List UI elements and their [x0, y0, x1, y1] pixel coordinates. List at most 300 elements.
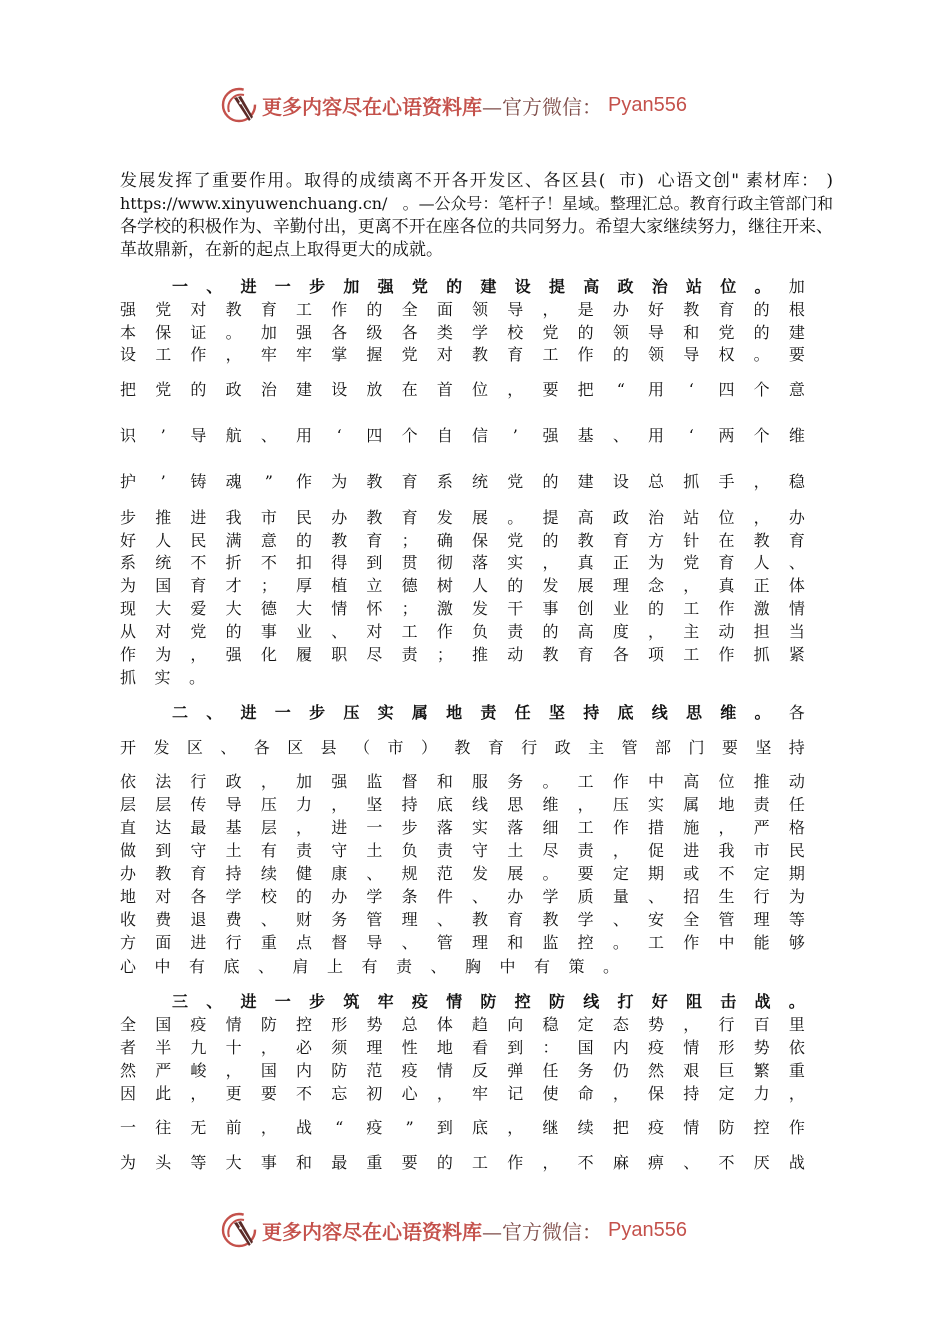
section-1-body-line — [120, 620, 805, 644]
glyph: 步 — [309, 277, 326, 296]
glyph: 退 — [190, 910, 207, 929]
glyph: 负 — [401, 841, 418, 860]
glyph: 使 — [542, 1084, 559, 1103]
glyph: 作 — [718, 599, 735, 618]
glyph: 控 — [753, 1118, 770, 1137]
glyph: 护 — [120, 472, 137, 491]
glyph: 国 — [577, 1038, 594, 1057]
glyph: 定 — [612, 864, 629, 883]
glyph: 导 — [648, 323, 665, 342]
glyph: 十 — [225, 1038, 242, 1057]
glyph: 势 — [648, 1015, 665, 1034]
section-3-body-line — [120, 1059, 805, 1083]
glyph: 教 — [331, 531, 348, 550]
glyph: 民 — [296, 508, 313, 527]
glyph: 的 — [296, 531, 313, 550]
glyph: 看 — [472, 1038, 489, 1057]
section-2-body-line — [120, 862, 805, 886]
glyph: 形 — [718, 1038, 735, 1057]
glyph: 对 — [190, 300, 207, 319]
glyph: 中 — [718, 933, 735, 952]
glyph: 育 — [401, 472, 418, 491]
glyph: 一 — [366, 818, 383, 837]
glyph: 要 — [788, 345, 805, 364]
glyph: 工 — [683, 645, 700, 664]
glyph: 然 — [648, 1061, 665, 1080]
glyph: 全 — [683, 910, 700, 929]
glyph: 费 — [225, 910, 242, 929]
glyph: 发 — [542, 576, 559, 595]
glyph: 理 — [401, 910, 418, 929]
glyph: 传 — [190, 795, 207, 814]
glyph: 一 — [172, 277, 189, 296]
glyph: 站 — [683, 508, 700, 527]
glyph: 市 — [753, 841, 770, 860]
glyph: 作 — [683, 933, 700, 952]
glyph: ， — [225, 345, 242, 364]
glyph: 党 — [155, 380, 172, 399]
glyph: 职 — [331, 645, 348, 664]
glyph: 展 — [577, 576, 594, 595]
glyph: 发 — [472, 599, 489, 618]
glyph: 治 — [651, 277, 668, 296]
glyph: 育 — [260, 300, 277, 319]
glyph: 不 — [718, 1153, 735, 1172]
glyph: 保 — [155, 323, 172, 342]
glyph: 办 — [788, 508, 805, 527]
glyph: 、 — [472, 887, 489, 906]
glyph: 任 — [788, 795, 805, 814]
glyph: 压 — [260, 795, 277, 814]
glyph: 区 — [186, 738, 203, 757]
glyph: 方 — [120, 933, 137, 952]
glyph: 管 — [436, 933, 453, 952]
glyph: 实 — [154, 668, 171, 687]
glyph: 地 — [718, 795, 735, 814]
glyph: 育 — [401, 508, 418, 527]
glyph: 要 — [721, 738, 738, 757]
glyph: 的 — [753, 300, 770, 319]
glyph: 干 — [507, 599, 524, 618]
glyph: 进 — [240, 992, 257, 1011]
glyph: 、 — [436, 910, 453, 929]
glyph: 业 — [296, 622, 313, 641]
glyph: 育 — [190, 864, 207, 883]
glyph: 业 — [612, 599, 629, 618]
glyph: 疫 — [648, 1038, 665, 1057]
glyph: 育 — [507, 910, 524, 929]
glyph: 实 — [648, 795, 665, 814]
glyph: 稳 — [788, 472, 805, 491]
glyph: 规 — [401, 864, 418, 883]
glyph: 作 — [120, 645, 137, 664]
glyph: 当 — [788, 622, 805, 641]
glyph: 格 — [788, 818, 805, 837]
glyph: ” — [405, 1118, 414, 1137]
glyph: 领 — [648, 345, 665, 364]
glyph: 从 — [120, 622, 137, 641]
intro-line: https://www.xinyuwenchuang.cn/ 。—公众号：笔杆子！星域。整理汇总。教育行政主管部门和 — [120, 194, 833, 213]
glyph: 严 — [753, 818, 770, 837]
glyph: 的 — [577, 323, 594, 342]
glyph: 责 — [480, 703, 497, 722]
glyph: 掌 — [331, 345, 348, 364]
glyph: 加 — [343, 277, 360, 296]
section-2-body-line — [120, 736, 805, 760]
glyph: 疫 — [648, 1118, 665, 1137]
glyph: 高 — [577, 622, 594, 641]
glyph: 持 — [683, 1084, 700, 1103]
glyph: 学 — [225, 887, 242, 906]
glyph: 更 — [225, 1084, 242, 1103]
glyph: 情 — [788, 599, 805, 618]
glyph: 防 — [260, 1015, 277, 1034]
glyph: 党 — [155, 300, 172, 319]
glyph: ， — [260, 1118, 277, 1137]
glyph: 胸 — [465, 957, 482, 976]
glyph: 紧 — [788, 645, 805, 664]
glyph: 为 — [331, 472, 348, 491]
glyph: 自 — [436, 426, 453, 445]
glyph: 主 — [588, 738, 605, 757]
glyph: 弹 — [507, 1061, 524, 1080]
glyph: 把 — [577, 380, 594, 399]
glyph: 用 — [296, 426, 313, 445]
glyph: 思 — [685, 703, 702, 722]
glyph: 领 — [472, 300, 489, 319]
glyph: 责 — [753, 795, 770, 814]
section-3-body-line — [120, 1151, 805, 1175]
glyph: 步 — [120, 508, 137, 527]
glyph: 、 — [683, 1153, 700, 1172]
glyph: 系 — [120, 553, 137, 572]
glyph: 教 — [472, 910, 489, 929]
glyph: 。 — [754, 703, 771, 722]
glyph: ” — [264, 472, 273, 491]
glyph: 主 — [683, 622, 700, 641]
glyph: 治 — [648, 508, 665, 527]
glyph: 尽 — [366, 645, 383, 664]
glyph: 务 — [507, 772, 524, 791]
glyph: ， — [753, 508, 770, 527]
glyph: 不 — [260, 553, 277, 572]
glyph: 等 — [190, 1153, 207, 1172]
glyph: 类 — [436, 323, 453, 342]
footer-watermark — [220, 1211, 687, 1249]
glyph: 设 — [331, 380, 348, 399]
glyph: 激 — [436, 599, 453, 618]
glyph: 我 — [718, 841, 735, 860]
glyph: 爱 — [190, 599, 207, 618]
glyph: 中 — [648, 772, 665, 791]
glyph: 的 — [446, 277, 463, 296]
glyph: 中 — [499, 957, 516, 976]
glyph: ， — [612, 841, 629, 860]
glyph: 维 — [788, 426, 805, 445]
glyph: 到 — [436, 1118, 453, 1137]
glyph: 面 — [436, 300, 453, 319]
glyph: 保 — [472, 531, 489, 550]
glyph: 阻 — [685, 992, 702, 1011]
glyph: 二 — [172, 703, 189, 722]
glyph: 、 — [612, 426, 629, 445]
glyph: 航 — [225, 426, 242, 445]
glyph: 责 — [401, 645, 418, 664]
glyph: 层 — [120, 795, 137, 814]
glyph: ‘ — [336, 426, 342, 445]
glyph: 进 — [683, 841, 700, 860]
glyph: 此 — [155, 1084, 172, 1103]
glyph: ； — [436, 645, 453, 664]
glyph: 重 — [788, 1061, 805, 1080]
glyph: 土 — [366, 841, 383, 860]
glyph: 线 — [472, 795, 489, 814]
glyph: 繁 — [753, 1061, 770, 1080]
glyph: 对 — [366, 622, 383, 641]
glyph: 地 — [446, 703, 463, 722]
glyph: 教 — [472, 345, 489, 364]
glyph: 位 — [718, 772, 735, 791]
glyph: 满 — [225, 531, 242, 550]
glyph: 总 — [648, 472, 665, 491]
glyph: 设 — [120, 345, 137, 364]
glyph: 一 — [274, 277, 291, 296]
glyph: 必 — [296, 1038, 313, 1057]
glyph: 是 — [577, 300, 594, 319]
glyph: 作 — [296, 472, 313, 491]
glyph: 事 — [542, 599, 559, 618]
glyph: 稳 — [542, 1015, 559, 1034]
glyph: 情 — [225, 1015, 242, 1034]
glyph: ， — [753, 472, 770, 491]
glyph: 作 — [436, 622, 453, 641]
glyph: 持 — [788, 738, 805, 757]
glyph: 前 — [225, 1118, 242, 1137]
glyph: 不 — [296, 1084, 313, 1103]
glyph: 理 — [753, 910, 770, 929]
glyph: 全 — [120, 1015, 137, 1034]
glyph: ‘ — [688, 426, 694, 445]
glyph: 提 — [542, 508, 559, 527]
glyph: 定 — [718, 1084, 735, 1103]
glyph: 展 — [507, 864, 524, 883]
glyph: （ — [354, 738, 371, 757]
glyph: 国 — [155, 1015, 172, 1034]
glyph: 两 — [718, 426, 735, 445]
glyph: 情 — [446, 992, 463, 1011]
glyph: 行 — [225, 933, 242, 952]
glyph: 国 — [260, 1061, 277, 1080]
glyph: 导 — [190, 426, 207, 445]
glyph: 内 — [296, 1061, 313, 1080]
glyph: 百 — [753, 1015, 770, 1034]
glyph: 用 — [648, 426, 665, 445]
glyph: ， — [225, 1061, 242, 1080]
glyph: 建 — [480, 277, 497, 296]
glyph: 政 — [225, 772, 242, 791]
glyph: 康 — [331, 864, 348, 883]
glyph: 要 — [260, 1084, 277, 1103]
glyph: 有 — [361, 957, 378, 976]
glyph: 、 — [258, 957, 275, 976]
glyph: 进 — [240, 277, 257, 296]
section-3-heading-line — [172, 990, 805, 1014]
glyph: 责 — [507, 622, 524, 641]
glyph: 教 — [753, 531, 770, 550]
glyph: 防 — [331, 1061, 348, 1080]
glyph: 疫 — [401, 1061, 418, 1080]
glyph: 情 — [683, 1038, 700, 1057]
glyph: 筑 — [343, 992, 360, 1011]
glyph: 保 — [648, 1084, 665, 1103]
glyph: 心 — [401, 1084, 418, 1103]
section-1-heading-line — [172, 275, 805, 299]
glyph: 激 — [753, 599, 770, 618]
glyph: 工 — [155, 345, 172, 364]
glyph: 党 — [542, 323, 559, 342]
glyph: 理 — [612, 576, 629, 595]
glyph: 治 — [260, 380, 277, 399]
glyph: 发 — [436, 508, 453, 527]
glyph: 促 — [648, 841, 665, 860]
glyph: 高 — [583, 277, 600, 296]
glyph: 落 — [507, 818, 524, 837]
glyph: 线 — [651, 703, 668, 722]
glyph: 和 — [683, 323, 700, 342]
glyph: 策 — [568, 957, 585, 976]
glyph: 工 — [401, 622, 418, 641]
glyph: 办 — [331, 887, 348, 906]
section-1-body-line — [120, 506, 805, 530]
glyph: 真 — [577, 553, 594, 572]
glyph: ’ — [160, 472, 166, 491]
glyph: 创 — [577, 599, 594, 618]
glyph: 党 — [401, 345, 418, 364]
glyph: 者 — [120, 1038, 137, 1057]
glyph: 落 — [436, 818, 453, 837]
glyph: 对 — [436, 345, 453, 364]
glyph: 作 — [612, 772, 629, 791]
section-1-body-line — [120, 551, 805, 575]
glyph: 依 — [120, 772, 137, 791]
glyph: 巨 — [718, 1061, 735, 1080]
header-watermark — [220, 86, 687, 124]
glyph: 强 — [225, 645, 242, 664]
glyph: 根 — [788, 300, 805, 319]
glyph: 高 — [577, 508, 594, 527]
glyph: 点 — [296, 933, 313, 952]
glyph: 方 — [648, 531, 665, 550]
glyph: ， — [542, 553, 559, 572]
glyph: 一 — [274, 992, 291, 1011]
glyph: 做 — [120, 841, 137, 860]
glyph: 导 — [366, 933, 383, 952]
glyph: 各 — [331, 323, 348, 342]
glyph: 育 — [507, 345, 524, 364]
section-2-body-line — [120, 908, 805, 932]
glyph: 办 — [331, 508, 348, 527]
glyph: ； — [260, 576, 277, 595]
glyph: 和 — [436, 772, 453, 791]
section-1-body-line — [120, 470, 805, 494]
glyph: 要 — [577, 864, 594, 883]
glyph: 大 — [225, 1153, 242, 1172]
glyph: 责 — [396, 957, 413, 976]
glyph: ， — [436, 1084, 453, 1103]
glyph: 痹 — [648, 1153, 665, 1172]
glyph: 育 — [718, 300, 735, 319]
glyph: 中 — [154, 957, 171, 976]
glyph: 期 — [648, 864, 665, 883]
glyph: 范 — [436, 864, 453, 883]
glyph: 推 — [155, 508, 172, 527]
glyph: 四 — [366, 426, 383, 445]
glyph: 厌 — [753, 1153, 770, 1172]
glyph: “ — [616, 380, 625, 399]
glyph: 展 — [472, 508, 489, 527]
glyph: 情 — [331, 599, 348, 618]
glyph: 抓 — [683, 472, 700, 491]
section-2-body-line — [120, 955, 805, 979]
glyph: 工 — [472, 1153, 489, 1172]
glyph: 一 — [120, 1118, 137, 1137]
glyph: 市 — [260, 508, 277, 527]
glyph: 力 — [296, 795, 313, 814]
glyph: 统 — [155, 553, 172, 572]
glyph: 监 — [366, 772, 383, 791]
section-1-body-line — [120, 666, 805, 690]
section-2-body-line — [120, 931, 805, 955]
glyph: 为 — [120, 1153, 137, 1172]
glyph: 国 — [155, 576, 172, 595]
glyph: 督 — [331, 933, 348, 952]
glyph: 担 — [753, 622, 770, 641]
glyph: 作 — [577, 345, 594, 364]
glyph: 化 — [260, 645, 277, 664]
glyph: 持 — [225, 864, 242, 883]
glyph: 疫 — [190, 1015, 207, 1034]
glyph: 件 — [436, 887, 453, 906]
glyph: 半 — [155, 1038, 172, 1057]
glyph: 进 — [190, 508, 207, 527]
glyph: 理 — [472, 933, 489, 952]
glyph: 意 — [788, 380, 805, 399]
watermark-wechat-id: Pyan556 — [608, 93, 687, 116]
glyph: 防 — [718, 1118, 735, 1137]
glyph: 育 — [788, 531, 805, 550]
watermark-wechat-label: —官方微信： — [482, 94, 602, 119]
section-2-heading-line — [172, 701, 805, 725]
glyph: 措 — [648, 818, 665, 837]
intro-line: 各学校的积极作为、辛勤付出，更离不开在座各位的共同努力。希望大家继续努力，继往开来、 — [120, 217, 833, 237]
intro-line: 革故鼎新，在新的起点上取得更大的成就。 — [120, 240, 443, 260]
glyph: 植 — [331, 576, 348, 595]
glyph: 性 — [401, 1038, 418, 1057]
glyph: 期 — [788, 864, 805, 883]
glyph: 或 — [683, 864, 700, 883]
glyph: 定 — [753, 864, 770, 883]
glyph: 设 — [514, 277, 531, 296]
glyph: 维 — [542, 795, 559, 814]
glyph: 事 — [260, 1153, 277, 1172]
glyph: 底 — [472, 1118, 489, 1137]
glyph: 行 — [521, 738, 538, 757]
glyph: 施 — [683, 818, 700, 837]
glyph: 位 — [472, 380, 489, 399]
glyph: 里 — [788, 1015, 805, 1034]
glyph: 、 — [260, 426, 277, 445]
glyph: 面 — [155, 933, 172, 952]
